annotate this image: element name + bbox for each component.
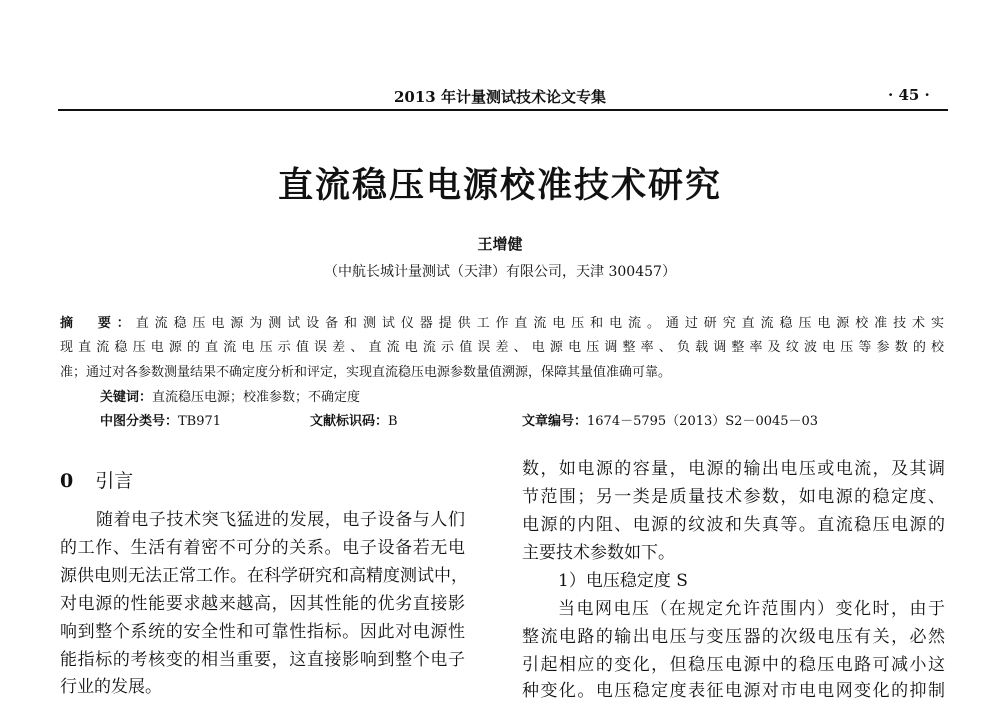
keywords: 关键词：直流稳压电源；校准参数；不确定度: [100, 390, 361, 405]
section-heading: 0 引言: [60, 470, 134, 492]
body-line: 主要技术参数如下。: [522, 543, 675, 563]
header-rule: [58, 109, 948, 111]
body-line: 种变化。电压稳定度表征电源对市电电网变化的抑制: [522, 681, 945, 701]
body-line: 整流电路的输出电压与变压器的次级电压有关，必然: [522, 627, 945, 647]
subsection-heading: 1）电压稳定度 S: [558, 571, 688, 591]
body-line: 行业的发展。: [60, 677, 162, 697]
body-line: 随着电子技术突飞猛进的发展，电子设备与人们: [96, 510, 465, 530]
body-line: 电源的内阻、电源的纹波和失真等。直流稳压电源的: [522, 515, 945, 535]
body-line: 节范围；另一类是质量技术参数，如电源的稳定度、: [522, 487, 945, 507]
page-number: · 45 ·: [888, 86, 930, 104]
abstract-line: 准；通过对各参数测量结果不确定度分析和评定，实现直流稳压电源参数量值溯源，保障其量值准确可靠。: [60, 365, 672, 380]
body-line: 引起相应的变化，但稳压电源中的稳压电路可减小这: [522, 655, 945, 675]
body-line: 数，如电源的容量，电源的输出电压或电流，及其调: [522, 459, 945, 479]
body-line: 当电网电压（在规定允许范围内）变化时，由于: [558, 599, 945, 619]
body-line: 对电源的性能要求越来越高，因其性能的优劣直接影: [60, 594, 465, 614]
abstract-label: 摘 要：: [60, 316, 136, 331]
body-line: 能指标的考核变的相当重要，这直接影响到整个电子: [60, 650, 465, 670]
abstract-line: 摘 要：直流稳压电源为测试设备和测试仪器提供工作直流电压和电流。通过研究直流稳压电源校准技术实: [60, 316, 944, 331]
body-line: 源供电则无法正常工作。在科学研究和高精度测试中，: [60, 566, 468, 586]
author: 王增健: [477, 235, 523, 253]
article-number: 文章编号：1674－5795（2013）S2－0045－03: [522, 414, 819, 429]
affiliation: （中航长城计量测试（天津）有限公司，天津 300457）: [324, 264, 676, 280]
abstract-line: 现直流稳压电源的直流电压示值误差、直流电流示值误差、电源电压调整率、负载调整率及纹波电压等参数的校: [60, 340, 944, 355]
document-code: 文献标识码：B: [310, 414, 398, 429]
running-header-title: 2013 年计量测试技术论文专集: [394, 88, 606, 106]
classification: 中图分类号：TB971: [100, 414, 222, 429]
paper-title: 直流稳压电源校准技术研究: [277, 166, 722, 206]
body-line: 响到整个系统的安全性和可靠性指标。因此对电源性: [60, 622, 465, 642]
body-line: 的工作、生活有着密不可分的关系。电子设备若无电: [60, 538, 465, 558]
